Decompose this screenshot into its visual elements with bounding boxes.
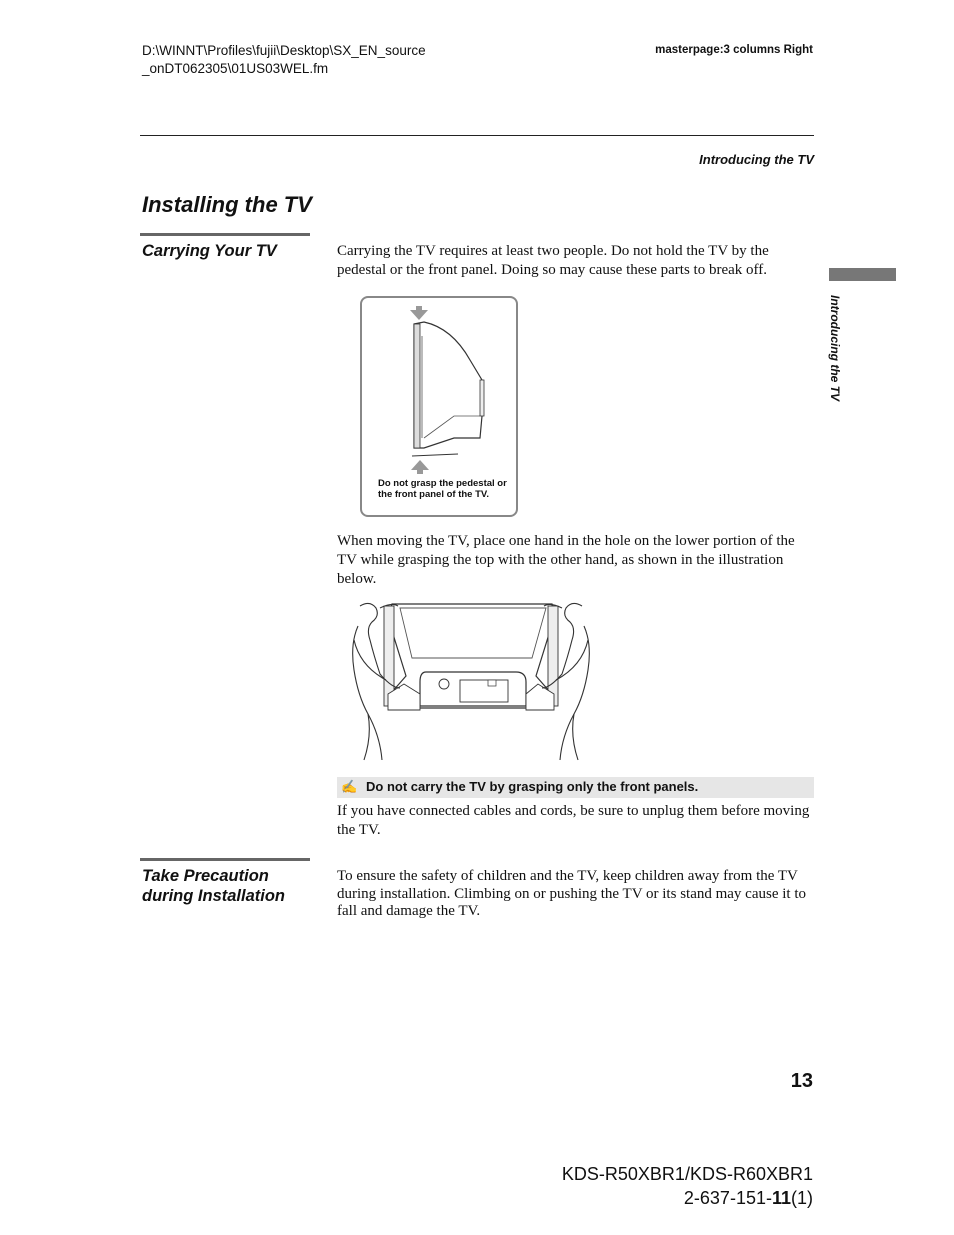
model-code-prefix: 2-637-151- bbox=[683, 1188, 772, 1208]
file-path-line1: D:\WINNT\Profiles\fujii\Desktop\SX_EN_source bbox=[142, 43, 426, 58]
section-heading-precaution-line2: during Installation bbox=[142, 887, 285, 905]
running-header: Introducing the TV bbox=[699, 152, 814, 167]
figure-caption: Do not grasp the pedestal or the front panel of the TV. bbox=[378, 478, 507, 500]
header-rule bbox=[140, 135, 814, 136]
carrying-paragraph-3: If you have connected cables and cords, be sure to unplug them before moving the TV. bbox=[337, 803, 810, 838]
carrying-paragraph-1: Carrying the TV requires at least two people. Do not hold the TV by the pedestal or the front panel. Doing so may cause these parts to break off. bbox=[337, 243, 769, 278]
file-path-line2: _onDT062305\01US03WEL.fm bbox=[142, 61, 329, 76]
file-path bbox=[142, 42, 426, 78]
side-tab-label: Introducing the TV bbox=[828, 295, 842, 401]
side-tab-marker bbox=[829, 268, 896, 281]
model-code-suffix: (1) bbox=[791, 1188, 813, 1208]
section-rule-carrying bbox=[140, 233, 310, 236]
section-rule-precaution bbox=[140, 858, 310, 861]
pencil-note-icon: ✍ bbox=[341, 779, 358, 794]
two-people-carrying-figure bbox=[340, 596, 602, 769]
model-code bbox=[562, 1186, 813, 1210]
note-bar bbox=[337, 777, 814, 798]
precaution-paragraph-1: To ensure the safety of children and the TV, keep children away from the TV during installation. Climbing on or pushing the TV or its stand may cause it to fall and damage the TV. bbox=[337, 868, 806, 919]
page-number: 13 bbox=[790, 1070, 813, 1092]
section-heading-carrying: Carrying Your TV bbox=[142, 242, 277, 260]
section-heading-precaution-line1: Take Precaution bbox=[142, 867, 269, 885]
carrying-illustration bbox=[340, 596, 602, 764]
model-info bbox=[562, 1162, 813, 1210]
note-text: Do not carry the TV by grasping only the front panels. bbox=[366, 779, 699, 794]
masterpage-label: masterpage:3 columns Right bbox=[655, 44, 813, 56]
tv-side-view-figure bbox=[360, 296, 518, 517]
carrying-paragraph-2: When moving the TV, place one hand in the hole on the lower portion of the TV while grasping the top with the other hand, as shown in the illustration below. bbox=[337, 533, 795, 587]
page-title: Installing the TV bbox=[142, 192, 312, 217]
model-name: KDS-R50XBR1/KDS-R60XBR1 bbox=[561, 1164, 813, 1184]
model-code-bold: 11 bbox=[771, 1188, 791, 1208]
section-heading-precaution bbox=[142, 866, 322, 906]
